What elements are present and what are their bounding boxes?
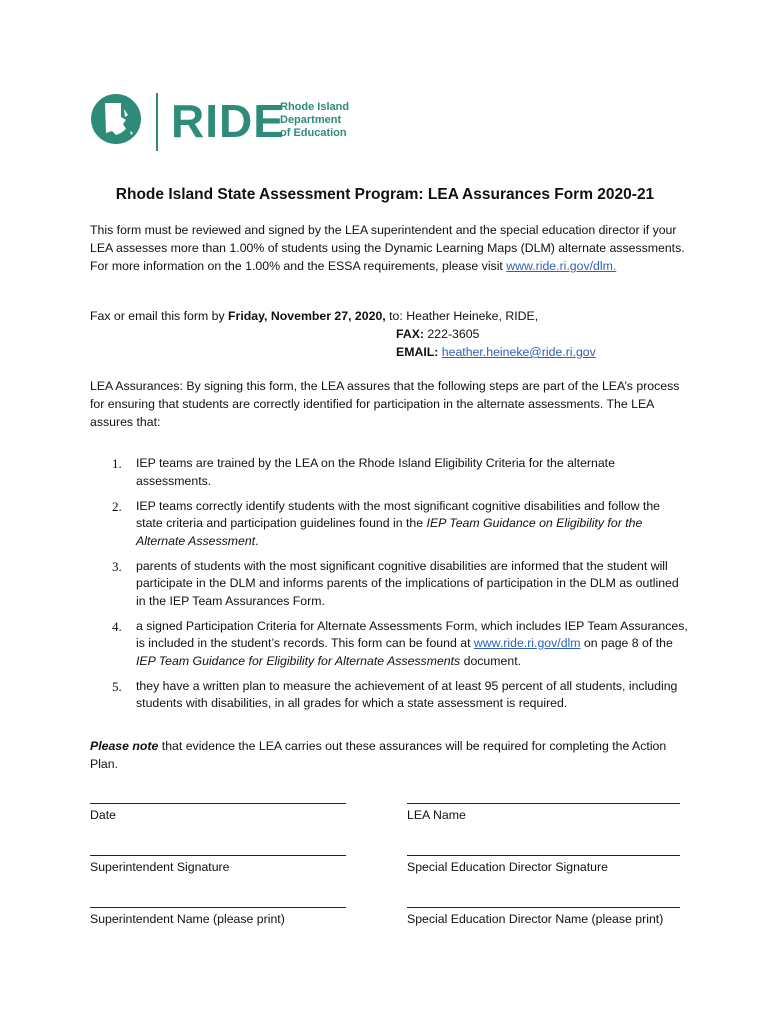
list-item-number: 5. bbox=[112, 678, 122, 694]
email-line bbox=[396, 345, 596, 359]
list-item-text: they have a written plan to measure the achievement of at least 95 percent of all students, including students with disabilities, in all grades for which a state assessment is required. bbox=[136, 678, 678, 710]
dlm-link[interactable]: www.ride.ri.gov/dlm. bbox=[506, 259, 617, 273]
list-item-end: . bbox=[255, 533, 259, 548]
list-item-text: IEP teams correctly identify students with the most significant cognitive disabilities and follow the state criteria and participation guidelines found in the bbox=[136, 498, 661, 530]
fax-lead: Fax or email this form by bbox=[90, 309, 229, 323]
list-item-text: parents of students with the most significant cognitive disabilities are informed that the student will participate in the DLM and informs parents of the implications of participation in the DLM as outlined in the IEP Team Assurances Form. bbox=[136, 558, 679, 608]
sped-director-signature-label: Special Education Director Signature bbox=[407, 860, 608, 874]
fax-label: FAX: bbox=[396, 327, 425, 341]
fax-number-line bbox=[396, 327, 479, 341]
sped-director-name-line[interactable] bbox=[407, 907, 680, 908]
assurances-intro: LEA Assurances: By signing this form, the LEA assures that the following steps are part of the LEA’s process for ensuring that students are correctly identified for participation in the alternate assessments. The LEA assures that: bbox=[90, 379, 680, 429]
superintendent-name-line[interactable] bbox=[90, 907, 346, 908]
logo-subtitle-line1: Rhode Island bbox=[280, 101, 350, 113]
list-item-number: 1. bbox=[112, 456, 122, 471]
logo-subtitle-line3: of Education bbox=[280, 127, 347, 139]
list-item-number: 3. bbox=[112, 558, 122, 574]
email-label: EMAIL: bbox=[396, 345, 439, 359]
list-item bbox=[90, 678, 690, 713]
intro-paragraph bbox=[90, 221, 690, 275]
email-link[interactable]: heather.heineke@ride.ri.gov bbox=[441, 345, 596, 359]
superintendent-name-label: Superintendent Name (please print) bbox=[90, 912, 285, 926]
list-item-number: 4. bbox=[112, 618, 122, 634]
sped-director-signature-line[interactable] bbox=[407, 855, 680, 856]
list-item-italic: IEP Team Guidance for Eligibility for Alternate Assessments bbox=[136, 653, 461, 668]
list-item-text: a signed Participation Criteria for Alternate Assessments Form, which includes IEP Team Assurances, is included in the student’s records. This form can be found at bbox=[136, 618, 688, 650]
list-item-italic: IEP Team Guidance on Eligibility for the Alternate Assessment bbox=[136, 516, 643, 548]
logo-acronym: RIDE bbox=[171, 95, 285, 147]
list-item bbox=[90, 498, 690, 551]
note-label: Please note bbox=[90, 739, 159, 753]
page-title: Rhode Island State Assessment Program: LEA Assurances Form 2020-21 bbox=[115, 186, 655, 203]
lea-name-label: LEA Name bbox=[407, 808, 466, 822]
logo-divider bbox=[156, 93, 158, 151]
please-note bbox=[90, 737, 690, 773]
sped-director-name-label: Special Education Director Name (please print) bbox=[407, 912, 664, 926]
date-label: Date bbox=[90, 808, 116, 822]
list-item bbox=[90, 455, 690, 490]
assurances-list bbox=[90, 455, 690, 720]
intro-text: This form must be reviewed and signed by the LEA superintendent and the special education director if your LEA assesses more than 1.00% of students using the Dynamic Learning Maps (DLM) alternate assessments. For more information on the 1.00% and the ESSA requirements, please visit bbox=[90, 223, 685, 273]
list-item-end: document. bbox=[460, 653, 522, 668]
superintendent-signature-line[interactable] bbox=[90, 855, 346, 856]
superintendent-signature-label: Superintendent Signature bbox=[90, 860, 230, 874]
list-item-number: 2. bbox=[112, 498, 122, 514]
lea-name-line[interactable] bbox=[407, 803, 680, 804]
rhode-island-state-icon bbox=[90, 93, 142, 145]
list-item bbox=[90, 618, 690, 671]
logo-subtitle bbox=[280, 101, 349, 140]
date-line[interactable] bbox=[90, 803, 346, 804]
fax-deadline: Friday, November 27, 2020, bbox=[228, 309, 386, 323]
logo-subtitle-line2: Department bbox=[280, 114, 342, 126]
fax-instructions bbox=[90, 309, 538, 323]
list-item-text: IEP teams are trained by the LEA on the Rhode Island Eligibility Criteria for the alternate assessments. bbox=[136, 456, 615, 488]
list-item-mid: on page 8 of the bbox=[580, 636, 673, 650]
note-text: that evidence the LEA carries out these assurances will be required for completing the Action Plan. bbox=[90, 739, 667, 771]
ride-logo bbox=[90, 93, 360, 151]
fax-number: 222-3605 bbox=[424, 327, 480, 341]
fax-recipient: to: Heather Heineke, RIDE, bbox=[385, 309, 539, 323]
list-item bbox=[90, 558, 690, 611]
dlm-form-link[interactable]: www.ride.ri.gov/dlm bbox=[473, 636, 581, 650]
